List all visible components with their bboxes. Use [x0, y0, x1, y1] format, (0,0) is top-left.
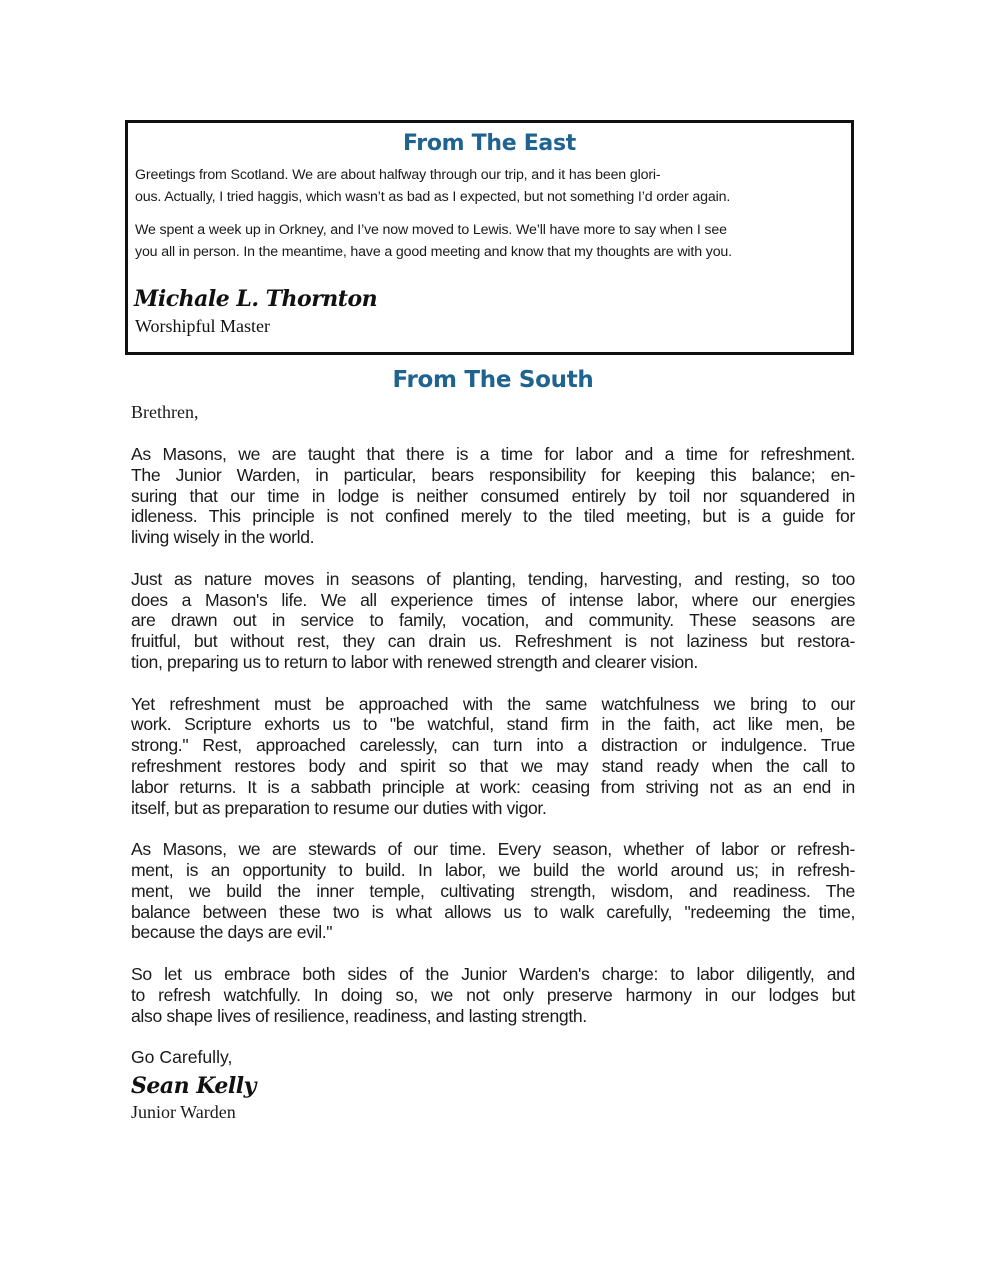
paragraph-line: refreshment restores body and spirit so that we may stand ready when the call to [131, 755, 855, 776]
south-paragraph-3 [131, 694, 855, 819]
east-heading: From The East [402, 131, 576, 156]
south-paragraph-4 [131, 839, 855, 943]
east-paragraph-1 [135, 164, 843, 208]
paragraph-line: to refresh watchfully. In doing so, we not only preserve harmony in our lodges but [131, 984, 855, 1005]
paragraph-line: So let us embrace both sides of the Junior Warden's charge: to labor diligently, and [131, 963, 855, 984]
paragraph-line: ment, we build the inner temple, cultivating strength, wisdom, and readiness. The [131, 880, 855, 901]
from-the-east-box [125, 120, 854, 355]
from-the-south-letter [131, 402, 855, 1123]
paragraph-line: strong." Rest, approached carelessly, can turn into a distraction or indulgence. True [131, 735, 855, 756]
paragraph-line: living wisely in the world. [131, 527, 315, 548]
east-p2-line: We spent a week up in Orkney, and I’ve now moved to Lewis. We’ll have more to say when I see [135, 222, 727, 238]
south-greeting: Brethren, [131, 402, 199, 422]
paragraph-line: fruitful, but without rest, they can drain us. Refreshment is not laziness but restora- [131, 631, 855, 652]
south-closing: Go Carefully, [131, 1047, 233, 1068]
paragraph-line: idleness. This principle is not confined merely to the tiled meeting, but is a guide for [131, 506, 855, 527]
south-heading: From The South [392, 367, 594, 393]
paragraph-line: As Masons, we are taught that there is a time for labor and a time for refreshment. [131, 444, 855, 464]
paragraph-line: also shape lives of resilience, readiness, and lasting strength. [131, 1005, 587, 1026]
paragraph-line: because the days are evil." [131, 922, 333, 943]
paragraph-line: balance between these two is what allows us to walk carefully, "redeeming the time, [131, 901, 855, 922]
south-paragraph-1 [131, 444, 855, 548]
east-p1-line: Greetings from Scotland. We are about halfway through our trip, and it has been glori- [135, 167, 661, 183]
paragraph-line: Just as nature moves in seasons of planting, tending, harvesting, and resting, so too [131, 568, 855, 589]
paragraph-line: As Masons, we are stewards of our time. Every season, whether of labor or refresh- [131, 839, 855, 860]
paragraph-line: The Junior Warden, in particular, bears responsibility for keeping this balance; en- [131, 464, 855, 485]
paragraph-line: itself, but as preparation to resume our duties with vigor. [131, 797, 547, 818]
paragraph-line: does a Mason's life. We all experience times of intense labor, where our energies [131, 589, 855, 610]
paragraph-line: are drawn out in service to family, vocation, and community. These seasons are [131, 610, 855, 631]
paragraph-line: labor returns. It is a sabbath principle at work: ceasing from striving not as an end in [131, 776, 855, 797]
east-signature: Michale L. Thornton [134, 286, 378, 312]
south-signature: Sean Kelly [131, 1073, 256, 1100]
south-paragraph-5 [131, 964, 855, 1026]
east-paragraph-2 [135, 219, 843, 263]
paragraph-line: Yet refreshment must be approached with the same watchfulness we bring to our [131, 693, 855, 714]
south-paragraph-2 [131, 569, 855, 673]
east-signer-title: Worshipful Master [135, 316, 271, 336]
east-p2-line: you all in person. In the meantime, have a good meeting and know that my thoughts are with you. [135, 244, 732, 260]
paragraph-line: suring that our time in lodge is neither consumed entirely by toil nor squandered in [131, 485, 855, 506]
paragraph-line: work. Scripture exhorts us to "be watchful, stand firm in the faith, act like men, be [131, 714, 855, 735]
paragraph-line: tion, preparing us to return to labor with renewed strength and clearer vision. [131, 651, 698, 672]
east-p1-line: ous. Actually, I tried haggis, which wasn’t as bad as I expected, but not something I’d order again. [135, 189, 731, 205]
paragraph-line: ment, is an opportunity to build. In labor, we build the world around us; in refresh- [131, 859, 855, 880]
south-signer-title: Junior Warden [131, 1102, 236, 1123]
